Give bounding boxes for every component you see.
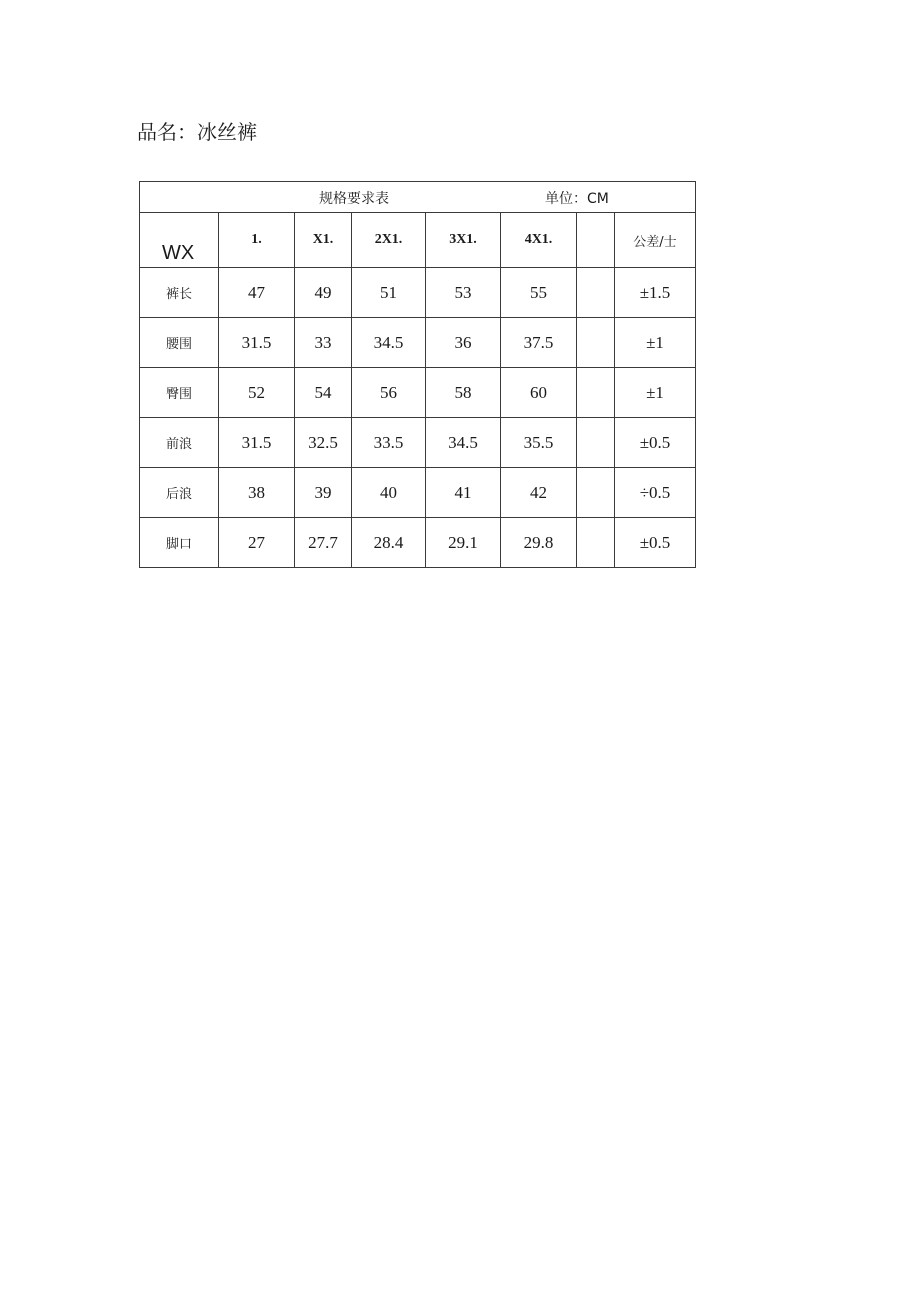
table-cell: 41: [426, 468, 501, 518]
table-cell: 27: [219, 518, 295, 568]
table-cell: 29.1: [426, 518, 501, 568]
table-cell: 28.4: [352, 518, 426, 568]
row-label: 前浪: [140, 418, 219, 468]
table-cell: 58: [426, 368, 501, 418]
row-label: 裤长: [140, 268, 219, 318]
table-cell-empty: [577, 518, 615, 568]
table-cell: 35.5: [501, 418, 577, 468]
table-cell-empty: [577, 418, 615, 468]
table-row: [140, 518, 696, 568]
sheet-unit: 单位：CM: [545, 191, 609, 207]
tolerance-cell: ÷0.5: [615, 468, 696, 518]
table-cell: 38: [219, 468, 295, 518]
row-label: 后浪: [140, 468, 219, 518]
table-cell: 42: [501, 468, 577, 518]
table-cell: 27.7: [295, 518, 352, 568]
table-cell: 47: [219, 268, 295, 318]
table-cell-empty: [577, 368, 615, 418]
size-header: X1.: [295, 213, 352, 268]
table-cell: 52: [219, 368, 295, 418]
product-title: 品名：冰丝裤: [137, 120, 257, 144]
size-header-row: [140, 213, 696, 268]
table-cell: 31.5: [219, 318, 295, 368]
table-header-row: [140, 182, 696, 213]
table-cell: 37.5: [501, 318, 577, 368]
table-cell-empty: [577, 318, 615, 368]
tolerance-cell: ±0.5: [615, 518, 696, 568]
sheet-title: 规格要求表: [319, 191, 389, 207]
table-cell: 56: [352, 368, 426, 418]
tolerance-header: 公差/士: [615, 213, 696, 268]
tolerance-cell: ±1: [615, 368, 696, 418]
table-row: [140, 268, 696, 318]
table-cell-empty: [577, 268, 615, 318]
table-cell: 49: [295, 268, 352, 318]
table-cell: 34.5: [352, 318, 426, 368]
table-cell: 40: [352, 468, 426, 518]
size-header: 1.: [219, 213, 295, 268]
table-cell: 36: [426, 318, 501, 368]
table-row: [140, 318, 696, 368]
table-cell: 54: [295, 368, 352, 418]
row-label: 臀围: [140, 368, 219, 418]
corner-label: WX: [140, 213, 219, 268]
table-cell: 39: [295, 468, 352, 518]
spec-table: [139, 181, 696, 568]
table-cell: 34.5: [426, 418, 501, 468]
row-label: 脚口: [140, 518, 219, 568]
table-row: [140, 468, 696, 518]
size-header-empty: [577, 213, 615, 268]
tolerance-cell: ±0.5: [615, 418, 696, 468]
size-header: 2X1.: [352, 213, 426, 268]
table-cell: 51: [352, 268, 426, 318]
table-cell: 33: [295, 318, 352, 368]
table-cell: 31.5: [219, 418, 295, 468]
table-row: [140, 368, 696, 418]
table-cell: 53: [426, 268, 501, 318]
table-cell: 55: [501, 268, 577, 318]
table-row: [140, 418, 696, 468]
sheet-header-cell: [140, 182, 696, 213]
tolerance-cell: ±1.5: [615, 268, 696, 318]
row-label: 腰围: [140, 318, 219, 368]
table-cell: 29.8: [501, 518, 577, 568]
table-cell: 60: [501, 368, 577, 418]
tolerance-cell: ±1: [615, 318, 696, 368]
size-header: 4X1.: [501, 213, 577, 268]
size-header: 3X1.: [426, 213, 501, 268]
table-cell-empty: [577, 468, 615, 518]
table-cell: 32.5: [295, 418, 352, 468]
table-cell: 33.5: [352, 418, 426, 468]
